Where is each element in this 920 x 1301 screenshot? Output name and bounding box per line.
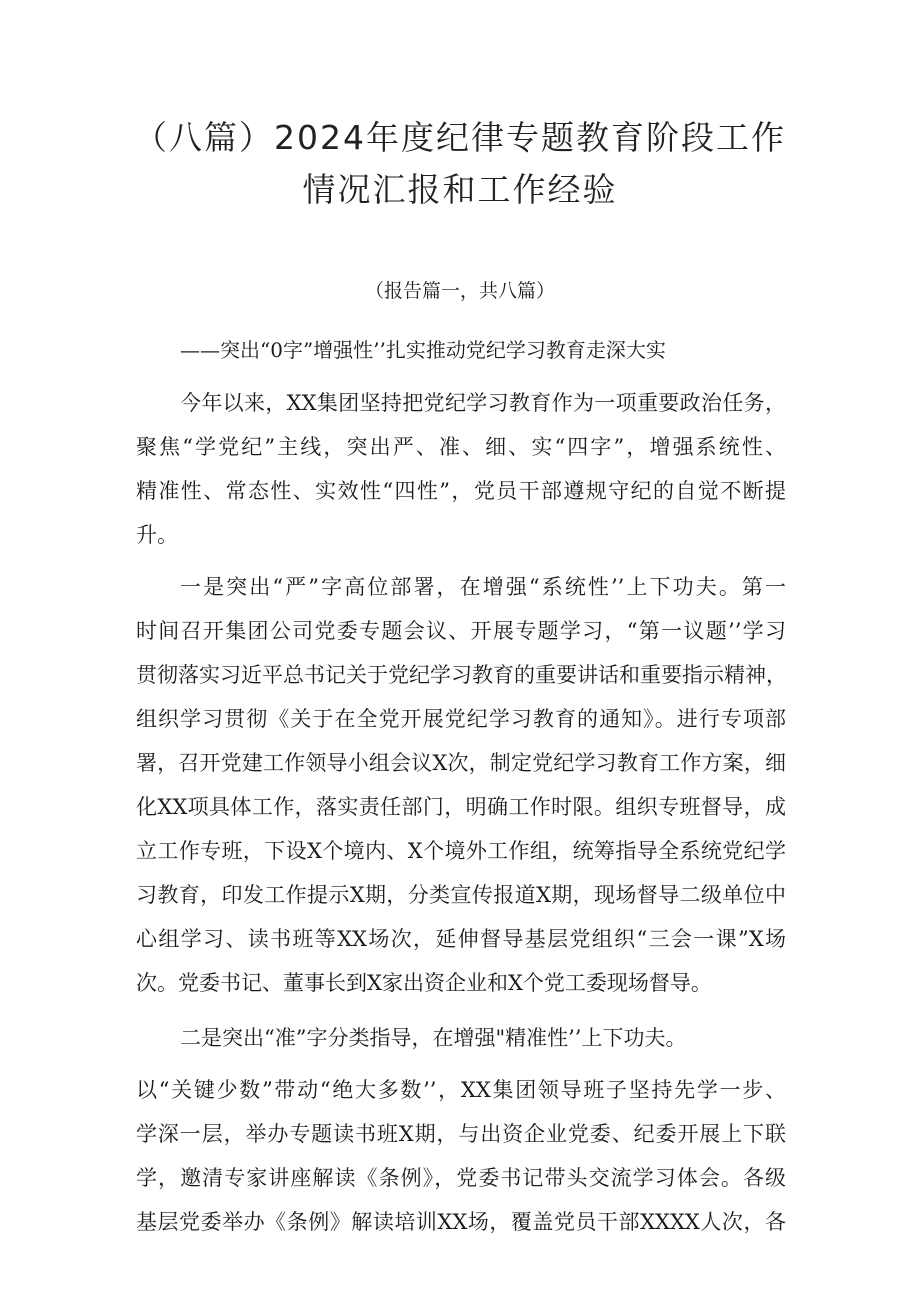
paragraph-1-line: 精准性、常态性、实效性“四性”，党员干部遵规守纪的自觉不断提 xyxy=(136,479,786,503)
paragraph-2-line: 次。党委书记、董事长到X家出资企业和X个党工委现场督导。 xyxy=(136,971,712,995)
paragraph-3-line: 学深一层，举办专题读书班X期，与出资企业党委、纪委开展上下联 xyxy=(136,1122,786,1146)
paragraph-2-line: 组织学习贯彻《关于在全党开展党纪学习教育的通知》。进行专项部 xyxy=(136,707,786,731)
paragraph-2-line: 化XX项具体工作，落实责任部门，明确工作时限。组织专班督导，成 xyxy=(136,795,786,819)
section-heading: ——突出“0字”增强性’’扎实推动党纪学习教育走深大实 xyxy=(180,338,666,362)
paragraph-1-line: 升。 xyxy=(136,523,178,547)
paragraph-1-line: 聚焦“学党纪”主线，突出严、准、细、实“四字”，增强系统性、 xyxy=(136,435,786,459)
paragraph-2-line: 心组学习、读书班等XX场次，延伸督导基层党组织“三会一课”X场 xyxy=(136,927,786,951)
paragraph-2-line: 习教育，印发工作提示X期，分类宣传报道X期，现场督导二级单位中 xyxy=(136,883,786,907)
document-title-line-2: 情况汇报和工作经验 xyxy=(302,170,618,209)
paragraph-1-line: 今年以来，XX集团坚持把党纪学习教育作为一项重要政治任务， xyxy=(180,391,786,415)
paragraph-2-line: 一是突出“严”字高位部署，在增强“系统性’’上下功夫。第一 xyxy=(180,575,786,599)
paragraph-3-line: 基层党委举办《条例》解读培训XX场，覆盖党员干部XXXX人次，各 xyxy=(136,1210,786,1234)
paragraph-2-line: 时间召开集团公司党委专题会议、开展专题学习，“第一议题’’学习 xyxy=(136,619,786,643)
report-subtitle: （报告篇一，共八篇） xyxy=(364,280,555,302)
paragraph-3-line: 学，邀清专家讲座解读《条例》，党委书记带头交流学习体会。各级 xyxy=(136,1166,786,1190)
paragraph-2-line: 贯彻落实习近平总书记关于党纪学习教育的重要讲话和重要指示精神， xyxy=(136,663,787,687)
paragraph-3-heading: 二是突出“准”字分类指导，在增强"精准性’’上下功夫。 xyxy=(180,1026,687,1050)
paragraph-2-line: 立工作专班，下设X个境内、X个境外工作组，统筹指导全系统党纪学 xyxy=(136,839,786,863)
paragraph-2-line: 署，召开党建工作领导小组会议X次，制定党纪学习教育工作方案，细 xyxy=(136,751,786,775)
document-title-line-1: （八篇）2024年度纪律专题教育阶段工作 xyxy=(134,118,786,157)
paragraph-3-line: 以“关键少数”带动“绝大多数’’，XX集团领导班子坚持先学一步、 xyxy=(136,1078,786,1102)
